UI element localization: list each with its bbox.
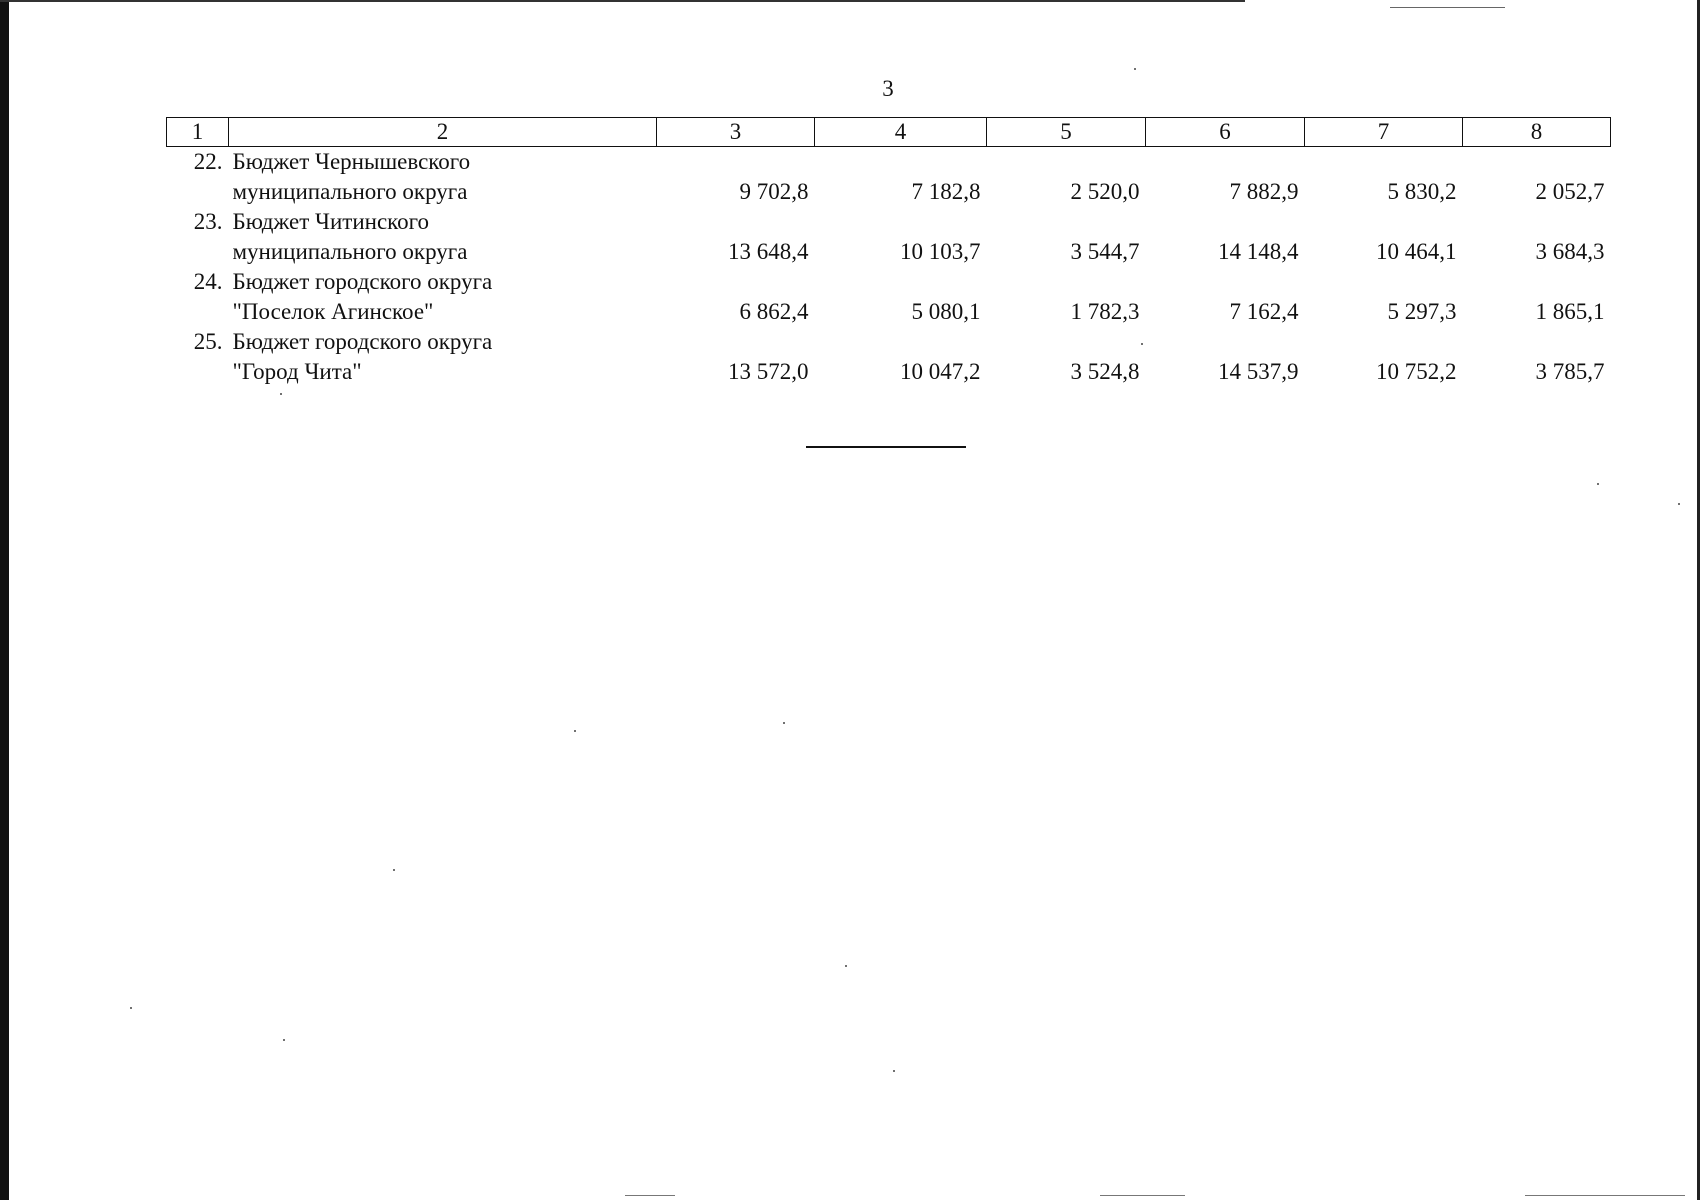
scan-border-top-fragment	[1390, 7, 1505, 8]
table-row	[167, 147, 1611, 208]
budget-name-line: муниципального округа	[232, 239, 468, 264]
budget-name-line: Бюджет городского округа	[232, 269, 493, 294]
value-cell: 9 702,8	[739, 179, 809, 204]
value-cell: 7 162,4	[1229, 299, 1299, 324]
budget-name	[229, 207, 657, 267]
scan-border-top	[0, 0, 1245, 2]
value-cell: 3 544,7	[1070, 239, 1140, 264]
scan-speck	[1597, 483, 1599, 485]
column-header: 5	[987, 118, 1146, 147]
value-cell: 10 752,2	[1376, 359, 1457, 384]
budget-name	[229, 267, 657, 327]
value-cell: 1 782,3	[1070, 299, 1140, 324]
scan-speck	[1678, 503, 1680, 505]
budget-name-line: Бюджет городского округа	[232, 329, 493, 354]
column-header: 7	[1305, 118, 1463, 147]
scan-speck	[1134, 68, 1136, 70]
value-cell: 1 865,1	[1535, 299, 1605, 324]
row-index: 22.	[193, 149, 223, 174]
budget-name-line: Бюджет Чернышевского	[232, 149, 471, 174]
value-cell: 7 882,9	[1229, 179, 1299, 204]
budget-name-line: "Поселок Агинское"	[232, 299, 434, 324]
column-header: 8	[1463, 118, 1611, 147]
column-header: 6	[1146, 118, 1305, 147]
budget-name	[229, 147, 657, 208]
value-cell: 7 182,8	[911, 179, 981, 204]
scan-speck	[783, 722, 785, 724]
column-header: 1	[167, 118, 229, 147]
value-cell: 5 830,2	[1387, 179, 1457, 204]
budget-name	[229, 327, 657, 387]
value-cell: 13 648,4	[728, 239, 809, 264]
scan-border-bottom-fragment	[1100, 1195, 1185, 1196]
row-index: 25.	[193, 329, 223, 354]
row-index: 23.	[193, 209, 223, 234]
value-cell: 10 464,1	[1376, 239, 1457, 264]
scan-speck	[893, 1070, 895, 1072]
end-of-document-rule	[806, 446, 966, 448]
scan-speck	[280, 393, 282, 395]
budget-name-line: муниципального округа	[232, 179, 468, 204]
scan-speck	[283, 1039, 285, 1041]
scan-speck	[393, 869, 395, 871]
scan-border-bottom-fragment	[1525, 1195, 1685, 1196]
value-cell: 5 080,1	[911, 299, 981, 324]
row-index: 24.	[193, 269, 223, 294]
scan-speck	[574, 730, 576, 732]
table-row	[167, 207, 1611, 267]
scan-border-left	[0, 0, 9, 1200]
value-cell: 2 520,0	[1070, 179, 1140, 204]
column-header: 2	[229, 118, 657, 147]
value-cell: 3 524,8	[1070, 359, 1140, 384]
column-number-header-row	[167, 118, 1611, 147]
value-cell: 6 862,4	[739, 299, 809, 324]
value-cell: 10 047,2	[900, 359, 981, 384]
table-row	[167, 267, 1611, 327]
scan-speck	[845, 965, 847, 967]
value-cell: 10 103,7	[900, 239, 981, 264]
budget-table	[166, 117, 1611, 387]
page-number: 3	[882, 76, 894, 101]
value-cell: 5 297,3	[1387, 299, 1457, 324]
budget-name-line: "Город Чита"	[232, 359, 362, 384]
scan-speck	[130, 1007, 132, 1009]
value-cell: 14 148,4	[1218, 239, 1299, 264]
value-cell: 3 785,7	[1535, 359, 1605, 384]
value-cell: 14 537,9	[1218, 359, 1299, 384]
scan-border-bottom-fragment	[625, 1195, 675, 1196]
column-header: 3	[657, 118, 815, 147]
table-row	[167, 327, 1611, 387]
value-cell: 2 052,7	[1535, 179, 1605, 204]
budget-name-line: Бюджет Читинского	[232, 209, 430, 234]
column-header: 4	[815, 118, 987, 147]
value-cell: 3 684,3	[1535, 239, 1605, 264]
value-cell: 13 572,0	[728, 359, 809, 384]
